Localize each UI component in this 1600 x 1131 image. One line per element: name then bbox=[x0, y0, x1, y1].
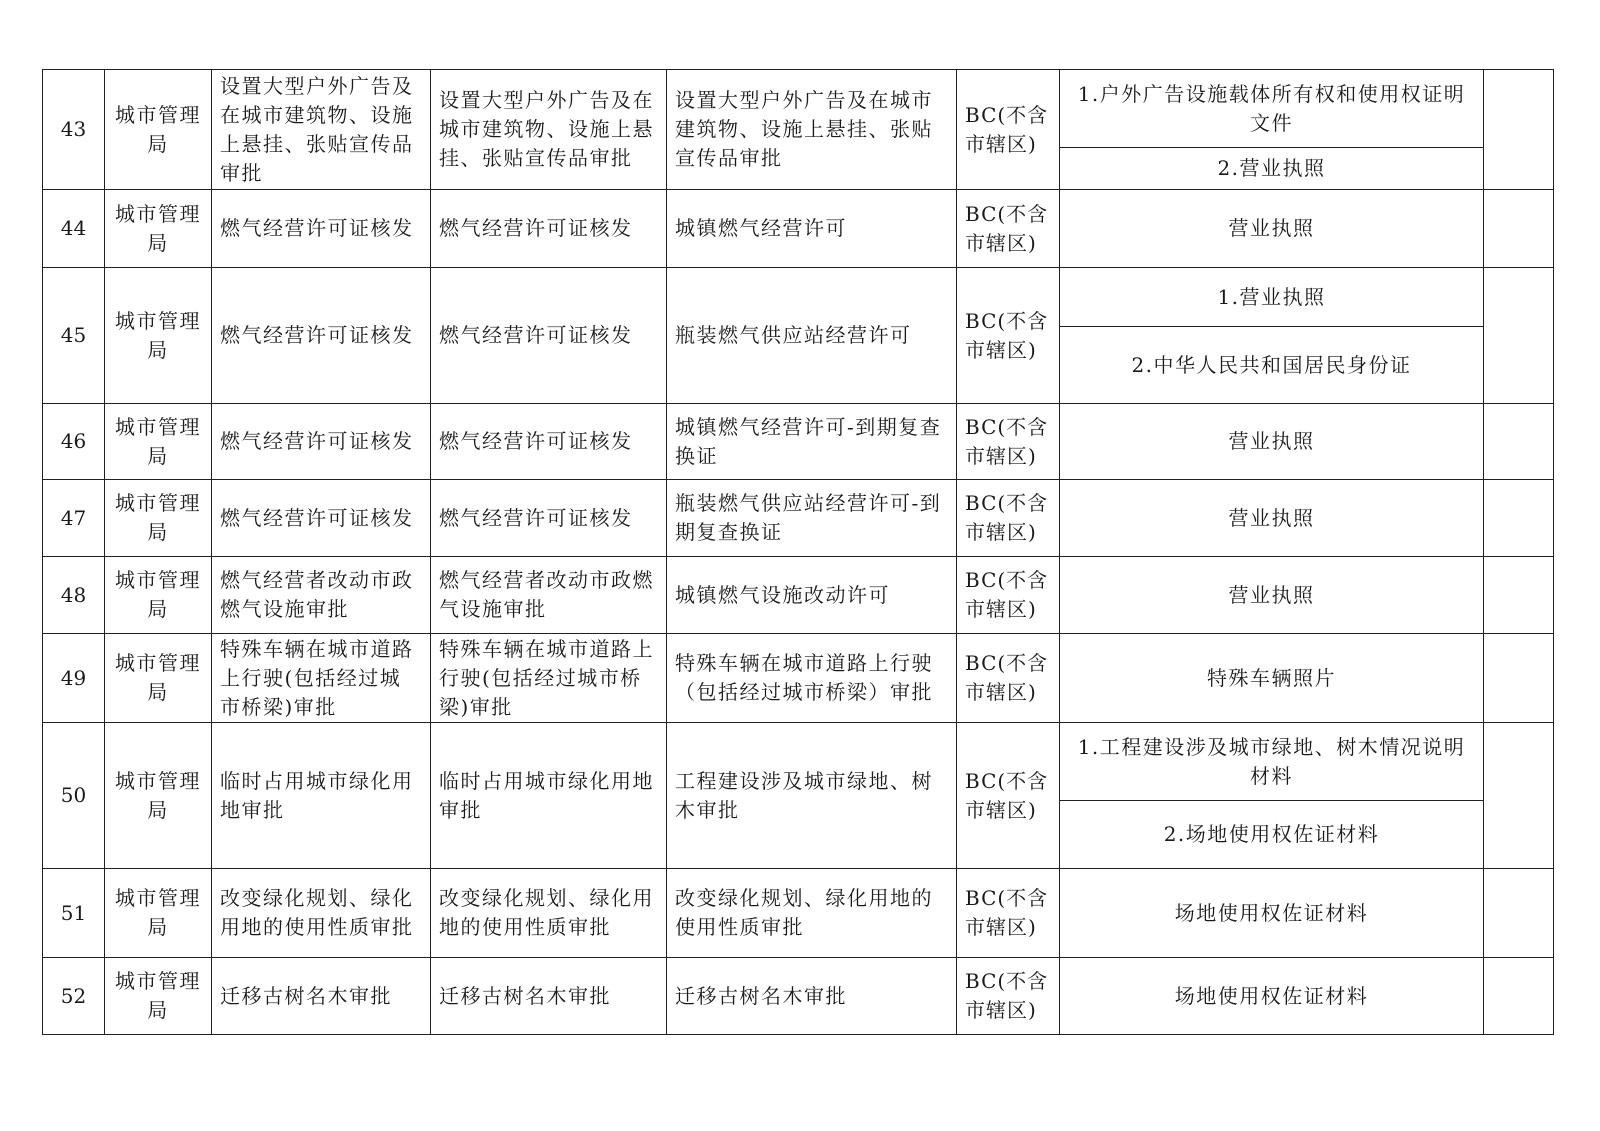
department-cell bbox=[105, 268, 212, 404]
item-name-cell bbox=[212, 869, 431, 958]
note-cell bbox=[1484, 268, 1554, 404]
situation-cell-text: 城镇燃气经营许可 bbox=[675, 216, 847, 240]
item-name-cell-text: 燃气经营许可证核发 bbox=[220, 323, 414, 347]
sub-item-cell-text: 改变绿化规划、绿化用地的使用性质审批 bbox=[439, 886, 654, 939]
department-cell-text: 城市管理局 bbox=[115, 651, 201, 704]
item-name-cell bbox=[212, 70, 431, 190]
situation-cell bbox=[667, 557, 957, 634]
situation-cell bbox=[667, 190, 957, 268]
materials-cell bbox=[1060, 404, 1484, 480]
row-number-cell-text: 52 bbox=[60, 983, 87, 1008]
row-number-cell-text: 51 bbox=[60, 900, 87, 925]
table-body bbox=[43, 70, 1554, 1035]
situation-cell-text: 工程建设涉及城市绿地、树木审批 bbox=[675, 768, 933, 822]
material-item bbox=[1060, 70, 1483, 147]
department-cell bbox=[105, 958, 212, 1035]
row-number-cell-text: 43 bbox=[60, 117, 87, 141]
material-item bbox=[1060, 326, 1483, 403]
scope-cell bbox=[957, 557, 1060, 634]
situation-cell-text: 瓶装燃气供应站经营许可 bbox=[675, 323, 912, 347]
row-number-cell-text: 49 bbox=[60, 665, 87, 690]
material-item-text: 营业执照 bbox=[1228, 505, 1315, 530]
scope-cell-text: BC(不含市辖区) bbox=[965, 414, 1049, 468]
table-row bbox=[43, 634, 1554, 723]
table-row bbox=[43, 70, 1554, 190]
department-cell bbox=[105, 557, 212, 634]
row-number-cell bbox=[43, 480, 105, 557]
note-cell bbox=[1484, 404, 1554, 480]
situation-cell-text: 城镇燃气设施改动许可 bbox=[675, 582, 890, 607]
sub-item-cell-text: 特殊车辆在城市道路上行驶(包括经过城市桥梁)审批 bbox=[439, 636, 654, 719]
material-item-text: 场地使用权佐证材料 bbox=[1174, 900, 1369, 925]
item-name-cell-text: 设置大型户外广告及在城市建筑物、设施上悬挂、张贴宣传品审批 bbox=[220, 73, 414, 185]
scope-cell bbox=[957, 958, 1060, 1035]
material-item-text: 1.工程建设涉及城市绿地、树木情况说明材料 bbox=[1077, 734, 1466, 788]
department-cell-text: 城市管理局 bbox=[115, 768, 201, 822]
note-cell bbox=[1484, 70, 1554, 190]
materials-cell bbox=[1060, 70, 1484, 190]
row-number-cell bbox=[43, 268, 105, 404]
situation-cell-text: 瓶装燃气供应站经营许可-到期复查换证 bbox=[675, 491, 942, 544]
scope-cell-text: BC(不含市辖区) bbox=[965, 308, 1049, 362]
department-cell-text: 城市管理局 bbox=[115, 201, 201, 255]
sub-item-cell-text: 燃气经营许可证核发 bbox=[439, 429, 633, 453]
material-item-text: 2.场地使用权佐证材料 bbox=[1163, 822, 1380, 846]
material-item-text: 特殊车辆照片 bbox=[1207, 665, 1336, 690]
situation-cell bbox=[667, 723, 957, 869]
table-row bbox=[43, 723, 1554, 869]
sub-item-cell-text: 迁移古树名木审批 bbox=[439, 983, 611, 1008]
department-cell bbox=[105, 723, 212, 869]
item-name-cell bbox=[212, 480, 431, 557]
situation-cell bbox=[667, 268, 957, 404]
scope-cell-text: BC(不含市辖区) bbox=[965, 768, 1049, 822]
material-item-text: 场地使用权佐证材料 bbox=[1174, 983, 1369, 1008]
sub-item-cell bbox=[431, 268, 667, 404]
note-cell bbox=[1484, 958, 1554, 1035]
item-name-cell-text: 改变绿化规划、绿化用地的使用性质审批 bbox=[220, 886, 414, 939]
materials-list bbox=[1060, 268, 1483, 403]
situation-cell-text: 城镇燃气经营许可-到期复查换证 bbox=[675, 414, 942, 468]
item-name-cell bbox=[212, 958, 431, 1035]
sub-item-cell bbox=[431, 404, 667, 480]
material-item bbox=[1060, 723, 1483, 800]
row-number-cell-text: 48 bbox=[60, 582, 87, 607]
item-name-cell bbox=[212, 557, 431, 634]
materials-cell bbox=[1060, 958, 1484, 1035]
sub-item-cell bbox=[431, 480, 667, 557]
row-number-cell bbox=[43, 634, 105, 723]
row-number-cell bbox=[43, 723, 105, 869]
sub-item-cell bbox=[431, 70, 667, 190]
materials-cell bbox=[1060, 268, 1484, 404]
scope-cell-text: BC(不含市辖区) bbox=[965, 102, 1049, 156]
row-number-cell bbox=[43, 404, 105, 480]
materials-cell bbox=[1060, 723, 1484, 869]
sub-item-cell bbox=[431, 634, 667, 723]
item-name-cell bbox=[212, 723, 431, 869]
sub-item-cell bbox=[431, 190, 667, 268]
situation-cell bbox=[667, 70, 957, 190]
item-name-cell-text: 燃气经营许可证核发 bbox=[220, 216, 414, 240]
sub-item-cell-text: 设置大型户外广告及在城市建筑物、设施上悬挂、张贴宣传品审批 bbox=[439, 88, 654, 170]
row-number-cell bbox=[43, 70, 105, 190]
scope-cell-text: BC(不含市辖区) bbox=[965, 201, 1049, 255]
table-row bbox=[43, 958, 1554, 1035]
material-item bbox=[1060, 800, 1483, 868]
situation-cell bbox=[667, 404, 957, 480]
materials-cell bbox=[1060, 869, 1484, 958]
note-cell bbox=[1484, 869, 1554, 958]
note-cell bbox=[1484, 557, 1554, 634]
sub-item-cell bbox=[431, 958, 667, 1035]
situation-cell-text: 改变绿化规划、绿化用地的使用性质审批 bbox=[675, 886, 933, 939]
sub-item-cell-text: 临时占用城市绿化用地审批 bbox=[439, 768, 654, 822]
row-number-cell-text: 47 bbox=[60, 505, 87, 530]
material-item-text: 营业执照 bbox=[1228, 429, 1315, 453]
situation-cell-text: 特殊车辆在城市道路上行驶（包括经过城市桥梁）审批 bbox=[675, 651, 933, 704]
row-number-cell bbox=[43, 958, 105, 1035]
department-cell-text: 城市管理局 bbox=[115, 491, 201, 544]
scope-cell bbox=[957, 70, 1060, 190]
materials-list bbox=[1060, 723, 1483, 868]
row-number-cell bbox=[43, 557, 105, 634]
situation-cell bbox=[667, 869, 957, 958]
scope-cell-text: BC(不含市辖区) bbox=[965, 651, 1049, 704]
note-cell bbox=[1484, 723, 1554, 869]
department-cell-text: 城市管理局 bbox=[115, 308, 201, 362]
table-row bbox=[43, 557, 1554, 634]
note-cell bbox=[1484, 634, 1554, 723]
department-cell-text: 城市管理局 bbox=[115, 568, 201, 621]
department-cell-text: 城市管理局 bbox=[115, 969, 201, 1022]
scope-cell-text: BC(不含市辖区) bbox=[965, 491, 1049, 544]
materials-cell bbox=[1060, 190, 1484, 268]
materials-cell bbox=[1060, 634, 1484, 723]
department-cell-text: 城市管理局 bbox=[115, 102, 201, 156]
item-name-cell bbox=[212, 404, 431, 480]
department-cell-text: 城市管理局 bbox=[115, 886, 201, 939]
sub-item-cell-text: 燃气经营者改动市政燃气设施审批 bbox=[439, 568, 654, 621]
department-cell bbox=[105, 869, 212, 958]
table-row bbox=[43, 268, 1554, 404]
situation-cell bbox=[667, 634, 957, 723]
scope-cell bbox=[957, 634, 1060, 723]
table-row bbox=[43, 480, 1554, 557]
scope-cell bbox=[957, 190, 1060, 268]
scope-cell bbox=[957, 404, 1060, 480]
situation-cell bbox=[667, 958, 957, 1035]
scope-cell-text: BC(不含市辖区) bbox=[965, 568, 1049, 621]
material-item-text: 2.营业执照 bbox=[1217, 156, 1326, 180]
material-item-text: 1.户外广告设施载体所有权和使用权证明文件 bbox=[1077, 81, 1466, 135]
scope-cell-text: BC(不含市辖区) bbox=[965, 969, 1049, 1022]
item-name-cell-text: 燃气经营许可证核发 bbox=[220, 429, 414, 453]
department-cell bbox=[105, 404, 212, 480]
note-cell bbox=[1484, 190, 1554, 268]
item-name-cell bbox=[212, 268, 431, 404]
scope-cell-text: BC(不含市辖区) bbox=[965, 886, 1049, 939]
scope-cell bbox=[957, 869, 1060, 958]
materials-cell bbox=[1060, 557, 1484, 634]
sub-item-cell bbox=[431, 723, 667, 869]
item-name-cell-text: 临时占用城市绿化用地审批 bbox=[220, 768, 414, 822]
material-item bbox=[1060, 268, 1483, 326]
materials-cell bbox=[1060, 480, 1484, 557]
item-name-cell-text: 燃气经营许可证核发 bbox=[220, 505, 414, 530]
row-number-cell-text: 46 bbox=[60, 429, 87, 453]
scope-cell bbox=[957, 723, 1060, 869]
department-cell bbox=[105, 190, 212, 268]
department-cell bbox=[105, 70, 212, 190]
material-item-text: 营业执照 bbox=[1228, 582, 1315, 607]
note-cell bbox=[1484, 480, 1554, 557]
item-name-cell-text: 特殊车辆在城市道路上行驶(包括经过城市桥梁)审批 bbox=[220, 636, 414, 719]
material-item bbox=[1060, 147, 1483, 189]
scope-cell bbox=[957, 480, 1060, 557]
table-row bbox=[43, 869, 1554, 958]
sub-item-cell bbox=[431, 557, 667, 634]
department-cell bbox=[105, 480, 212, 557]
material-item-text: 营业执照 bbox=[1228, 216, 1315, 240]
situation-cell-text: 迁移古树名木审批 bbox=[675, 983, 847, 1008]
item-name-cell bbox=[212, 634, 431, 723]
row-number-cell-text: 45 bbox=[60, 323, 87, 347]
table-row bbox=[43, 404, 1554, 480]
department-cell-text: 城市管理局 bbox=[115, 414, 201, 468]
sub-item-cell-text: 燃气经营许可证核发 bbox=[439, 505, 633, 530]
sub-item-cell-text: 燃气经营许可证核发 bbox=[439, 323, 633, 347]
scope-cell bbox=[957, 268, 1060, 404]
item-name-cell-text: 燃气经营者改动市政燃气设施审批 bbox=[220, 568, 414, 621]
item-name-cell bbox=[212, 190, 431, 268]
sub-item-cell bbox=[431, 869, 667, 958]
situation-cell bbox=[667, 480, 957, 557]
material-item-text: 1.营业执照 bbox=[1217, 284, 1326, 309]
approval-items-table bbox=[42, 69, 1554, 1035]
material-item-text: 2.中华人民共和国居民身份证 bbox=[1131, 352, 1412, 377]
row-number-cell bbox=[43, 869, 105, 958]
row-number-cell-text: 50 bbox=[60, 783, 87, 807]
sub-item-cell-text: 燃气经营许可证核发 bbox=[439, 216, 633, 240]
table-row bbox=[43, 190, 1554, 268]
item-name-cell-text: 迁移古树名木审批 bbox=[220, 983, 392, 1008]
materials-list bbox=[1060, 70, 1483, 189]
row-number-cell bbox=[43, 190, 105, 268]
situation-cell-text: 设置大型户外广告及在城市建筑物、设施上悬挂、张贴宣传品审批 bbox=[675, 88, 933, 170]
row-number-cell-text: 44 bbox=[60, 216, 87, 240]
department-cell bbox=[105, 634, 212, 723]
